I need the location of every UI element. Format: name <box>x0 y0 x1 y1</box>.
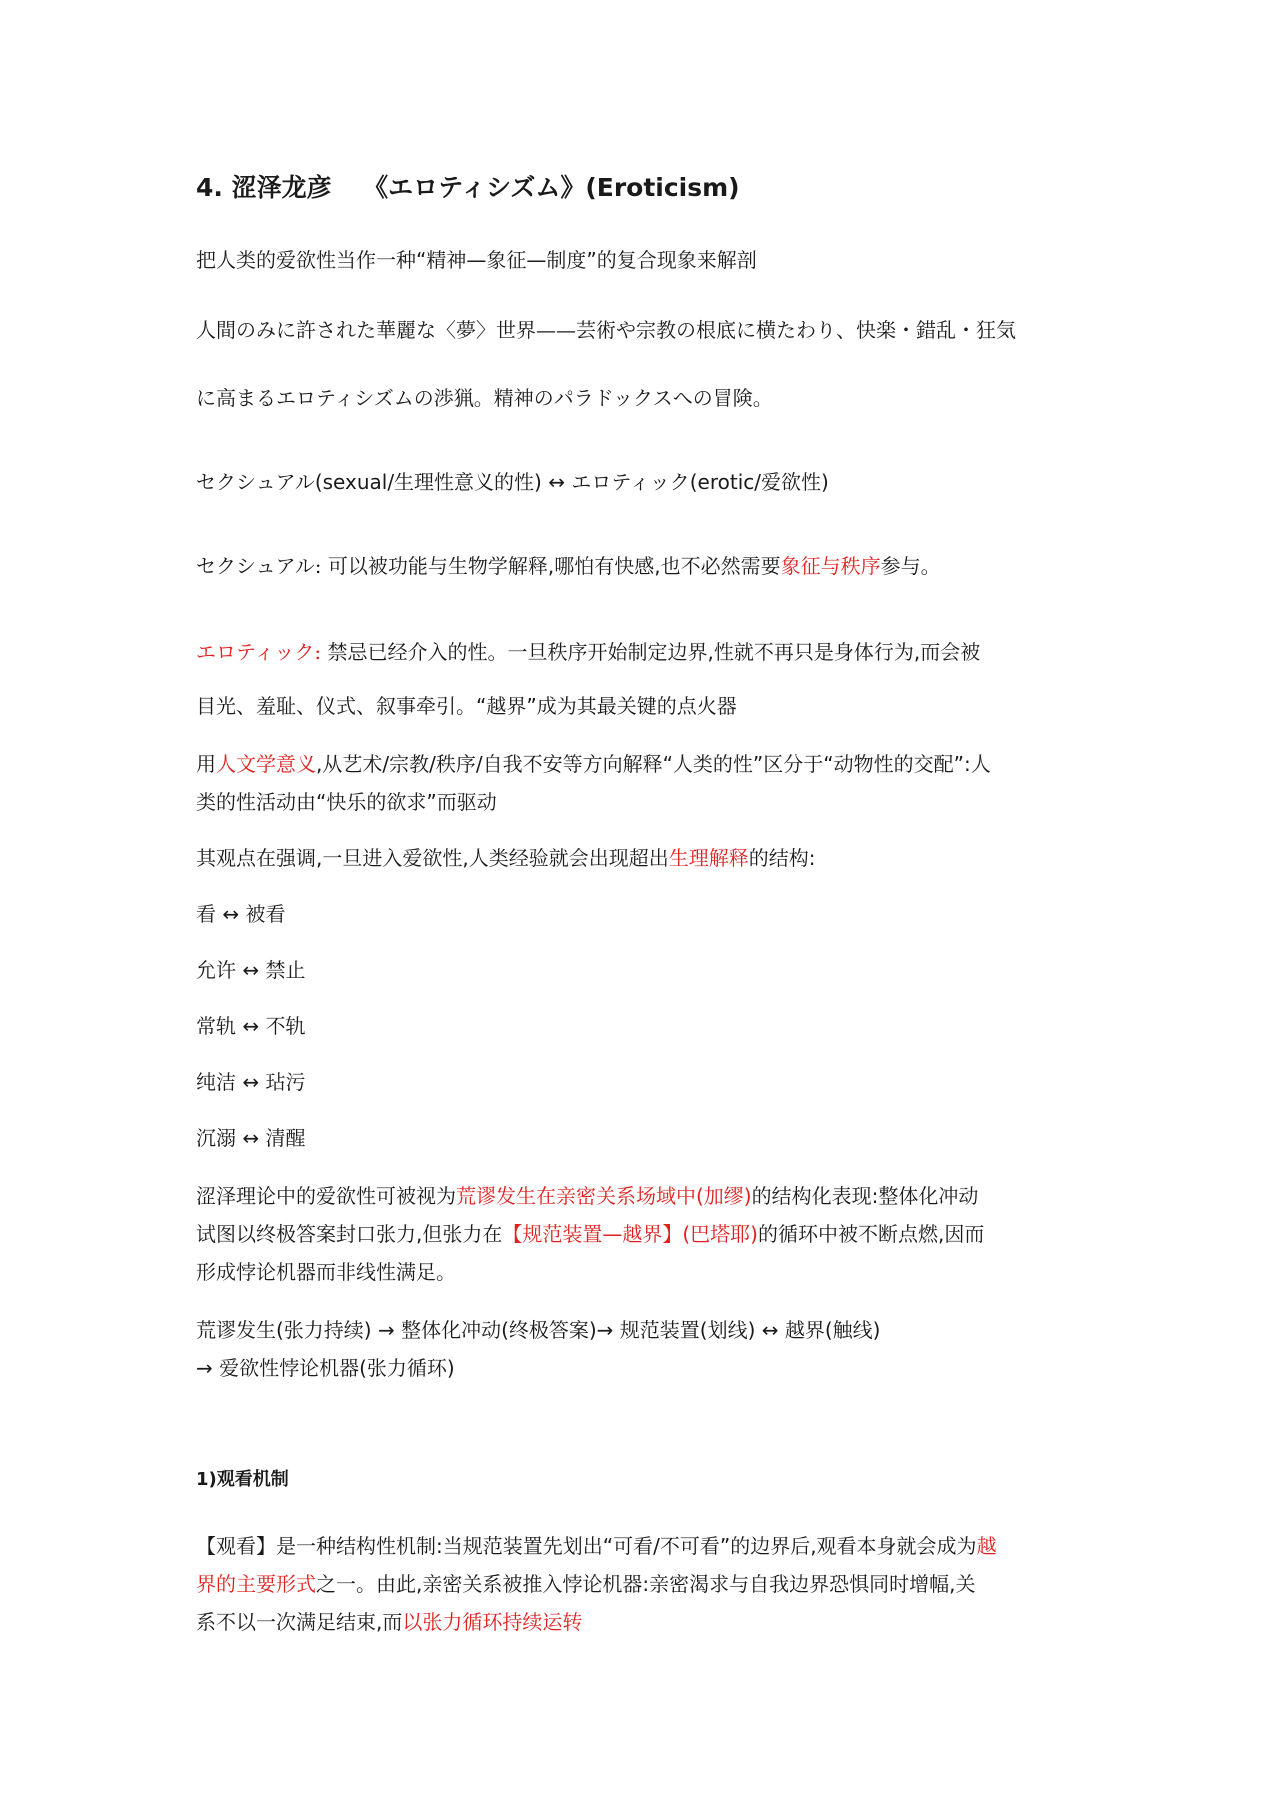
sexual-text: 可以被功能与生物学解释,哪怕有快感,也不必然需要 <box>321 554 781 578</box>
pair-line <box>196 894 1096 934</box>
theory-line-2 <box>196 1214 1096 1254</box>
chain-line-1: 荒谬发生(张力持续) → 整体化冲动(终极答案)→ 规范装置(划线) ↔ 越界(触线) <box>196 1318 881 1342</box>
bidirectional-arrow: ↔ <box>548 470 565 494</box>
pair-left: 常轨 <box>196 1014 236 1038</box>
pair-arrow: ↔ <box>242 1014 260 1038</box>
humanities-rest: ,从艺术/宗教/秩序/自我不安等方向解释“人类的性”区分于“动物性的交配”:人 <box>316 752 991 776</box>
erotic-definition-line-2: 目光、羞耻、仪式、叙事牵引。“越界”成为其最关键的点火器 <box>196 694 737 718</box>
sexual-text-end: 参与。 <box>880 554 941 578</box>
section1-pre: 系不以一次满足结束,而 <box>196 1610 403 1634</box>
term-erotic-gloss: (erotic/爱欲性) <box>689 470 829 494</box>
pair-line <box>196 1062 1096 1102</box>
humanities-pre: 用 <box>196 752 216 776</box>
pair-left: 允许 <box>196 958 236 982</box>
humanities-line-2: 类的性活动由“快乐的欲求”而驱动 <box>196 790 497 814</box>
emphasis-pre: 其观点在强调,一旦进入爱欲性,人类经验就会出现超出 <box>196 846 669 870</box>
heading-author: 涩泽龙彦 <box>231 173 332 202</box>
pair-left: 纯洁 <box>196 1070 236 1094</box>
contrast-line <box>196 462 1096 502</box>
section1-pre: 【观看】是一种结构性机制:当规范装置先划出“可看/不可看”的边界后,观看本身就会成为 <box>196 1534 977 1558</box>
pair-line <box>196 1006 1096 1046</box>
highlight-bataille: 【规范装置—越界】(巴塔耶) <box>502 1222 758 1246</box>
pair-right: 清醒 <box>265 1126 306 1150</box>
pair-arrow: ↔ <box>222 902 240 926</box>
section1-line-2 <box>196 1564 1096 1604</box>
pair-right: 玷污 <box>265 1070 306 1094</box>
pair-line <box>196 950 1096 990</box>
term-sexual-gloss: (sexual/生理性意义的性) <box>314 470 542 494</box>
heading-title: 《エロティシズム》(Eroticism) <box>363 173 740 202</box>
highlight-symbol-order: 象征与秩序 <box>780 554 881 578</box>
theory-line-3: 形成悖论机器而非线性满足。 <box>196 1260 456 1284</box>
pair-right: 禁止 <box>265 958 306 982</box>
japanese-blurb-line-1: 人間のみに許された華麗な〈夢〉世界——芸術や宗教の根底に横たわり、快楽・錯乱・狂気 <box>196 318 1016 342</box>
theory-post: 的循环中被不断点燃,因而 <box>757 1222 985 1246</box>
subsection-heading: 1)观看机制 <box>196 1469 289 1490</box>
highlight-transgression-2: 界的主要形式 <box>196 1572 316 1596</box>
chain-line-2: → 爱欲性悖论机器(张力循环) <box>196 1356 455 1380</box>
pair-line <box>196 1118 1096 1158</box>
section1-post: 之一。由此,亲密关系被推入悖论机器:亲密渴求与自我边界恐惧同时增幅,关 <box>316 1572 976 1596</box>
japanese-blurb-line-2: に高まるエロティシズムの渉猟。精神のパラドックスへの冒険。 <box>196 386 773 410</box>
humanities-line-1 <box>196 744 1096 784</box>
theory-post: 的结构化表现:整体化冲动 <box>751 1184 979 1208</box>
pair-left: 沉溺 <box>196 1126 236 1150</box>
highlight-transgression-1: 越 <box>976 1534 997 1558</box>
highlight-camus: 荒谬发生在亲密关系场域中(加缪) <box>456 1184 752 1208</box>
pair-arrow: ↔ <box>242 1070 260 1094</box>
pair-arrow: ↔ <box>242 1126 260 1150</box>
term-sexual: セクシュアル <box>196 470 315 494</box>
sexual-definition <box>196 546 1096 586</box>
term-erotic: エロティック <box>571 470 690 494</box>
highlight-humanities: 人文学意义 <box>216 752 316 776</box>
emphasis-post: 的结构: <box>748 846 816 870</box>
section-heading <box>196 168 1096 208</box>
sexual-term: セクシュアル: <box>196 554 322 578</box>
section1-line-3 <box>196 1602 1096 1642</box>
section1-line-1 <box>196 1526 1096 1566</box>
highlight-tension-cycle: 以张力循环持续运转 <box>402 1610 583 1634</box>
highlight-physiology: 生理解释 <box>668 846 749 870</box>
pair-left: 看 <box>196 902 216 926</box>
pair-right: 不轨 <box>265 1014 306 1038</box>
emphasis-line <box>196 838 1096 878</box>
theory-pre: 试图以终极答案封口张力,但张力在 <box>196 1222 503 1246</box>
heading-number: 4. <box>196 173 223 202</box>
erotic-definition-line-1 <box>196 632 1096 672</box>
pair-right: 被看 <box>245 902 286 926</box>
erotic-term: エロティック: <box>196 640 322 664</box>
erotic-text: 禁忌已经介入的性。一旦秩序开始制定边界,性就不再只是身体行为,而会被 <box>321 640 981 664</box>
pair-arrow: ↔ <box>242 958 260 982</box>
theory-pre: 涩泽理论中的爱欲性可被视为 <box>196 1184 456 1208</box>
theory-line-1 <box>196 1176 1096 1216</box>
intro-text: 把人类的爱欲性当作一种“精神—象征—制度”的复合现象来解剖 <box>196 248 757 272</box>
